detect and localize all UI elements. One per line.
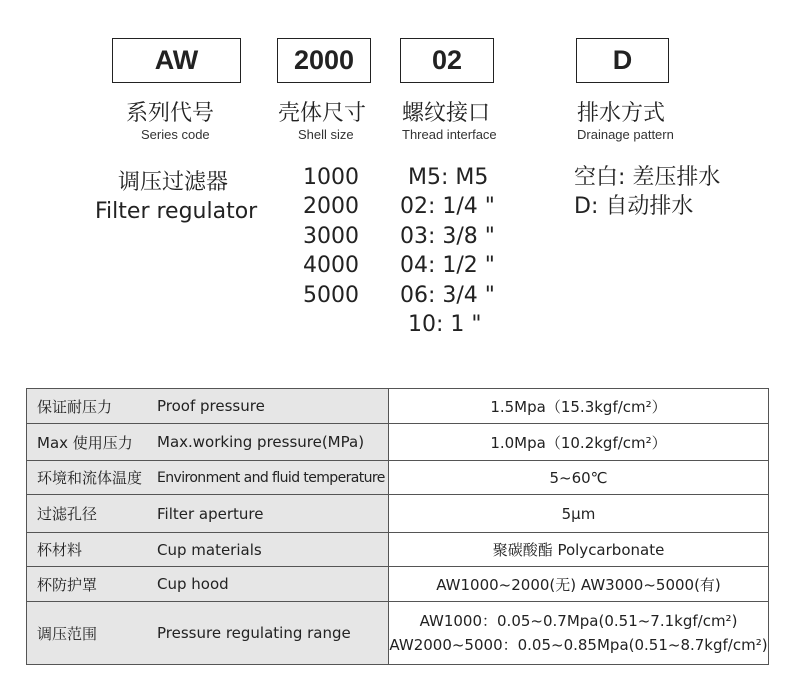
spec-name-cn: 环境和流体温度 <box>37 469 143 487</box>
thread-list <box>400 163 495 339</box>
spec-value <box>389 602 769 665</box>
shell-size-option: 1000 <box>303 165 359 190</box>
spec-value: 5μm <box>389 495 769 533</box>
spec-value-line: AW2000~5000：0.05~0.85Mpa(0.51~8.7kgf/cm²) <box>389 636 768 654</box>
thread-interface-cn-label: 螺纹接口 <box>402 101 491 126</box>
thread-option: 03: 3/8 " <box>400 223 495 249</box>
thread-interface-en-label: Thread interface <box>402 127 497 142</box>
thread-interface-box: 02 <box>400 38 494 83</box>
spec-name-cn: Max 使用压力 <box>37 433 133 452</box>
series-code-cn-label: 系列代号 <box>126 101 215 126</box>
spec-value: 1.5Mpa（15.3kgf/cm²） <box>389 389 769 424</box>
spec-name-cn: 保证耐压力 <box>37 397 113 416</box>
shell-size-list <box>303 163 359 310</box>
drainage-pattern-en-label: Drainage pattern <box>577 127 674 142</box>
drainage-option: 空白: 差压排水 <box>574 165 721 190</box>
spec-name-cn: 过滤孔径 <box>37 505 98 523</box>
spec-value: AW1000~2000(无) AW3000~5000(有) <box>389 567 769 602</box>
thread-option: M5: M5 <box>408 165 489 190</box>
spec-name-cn: 杯防护罩 <box>37 575 98 594</box>
table-row <box>27 461 769 495</box>
drainage-list <box>574 163 720 222</box>
shell-size-cn-label: 壳体尺寸 <box>278 101 367 126</box>
shell-size-option: 4000 <box>303 253 359 279</box>
table-row <box>27 424 769 461</box>
spec-name-en: Max.working pressure(MPa) <box>157 433 365 451</box>
table-row <box>27 567 769 602</box>
shell-size-option: 2000 <box>303 194 359 220</box>
drainage-option: D: 自动排水 <box>574 194 694 220</box>
spec-name-cn: 杯材料 <box>37 541 83 559</box>
table-row <box>27 389 769 424</box>
series-description-cn: 调压过滤器 <box>118 170 229 195</box>
spec-value: 聚碳酸酯 Polycarbonate <box>389 533 769 567</box>
spec-value-line: AW1000：0.05~0.7Mpa(0.51~7.1kgf/cm²) <box>419 612 738 630</box>
series-code-box: AW <box>112 38 241 83</box>
shell-size-option: 5000 <box>303 282 359 308</box>
series-description-en: Filter regulator <box>95 199 258 224</box>
thread-option: 10: 1 " <box>408 311 482 337</box>
shell-size-option: 3000 <box>303 223 359 249</box>
thread-option: 02: 1/4 " <box>400 194 495 220</box>
spec-name-en: Environment and fluid temperature <box>157 469 385 486</box>
spec-name-en: Filter aperture <box>157 504 264 523</box>
spec-name-en: Cup hood <box>157 575 229 593</box>
spec-name-en: Pressure regulating range <box>157 624 351 642</box>
drainage-pattern-cn-label: 排水方式 <box>577 101 666 126</box>
table-row <box>27 533 769 567</box>
table-row <box>27 495 769 533</box>
shell-size-box: 2000 <box>277 38 371 83</box>
spec-name-en: Proof pressure <box>157 397 265 415</box>
shell-size-en-label: Shell size <box>298 127 354 142</box>
spec-table <box>26 388 769 665</box>
drainage-pattern-box: D <box>576 38 669 83</box>
spec-name-cn: 调压范围 <box>37 624 98 643</box>
spec-value: 1.0Mpa（10.2kgf/cm²） <box>389 424 769 461</box>
spec-name-en: Cup materials <box>157 540 262 559</box>
series-code-en-label: Series code <box>141 127 210 142</box>
spec-value: 5~60℃ <box>389 461 769 495</box>
thread-option: 04: 1/2 " <box>400 253 495 279</box>
table-row <box>27 602 769 665</box>
thread-option: 06: 3/4 " <box>400 282 495 308</box>
